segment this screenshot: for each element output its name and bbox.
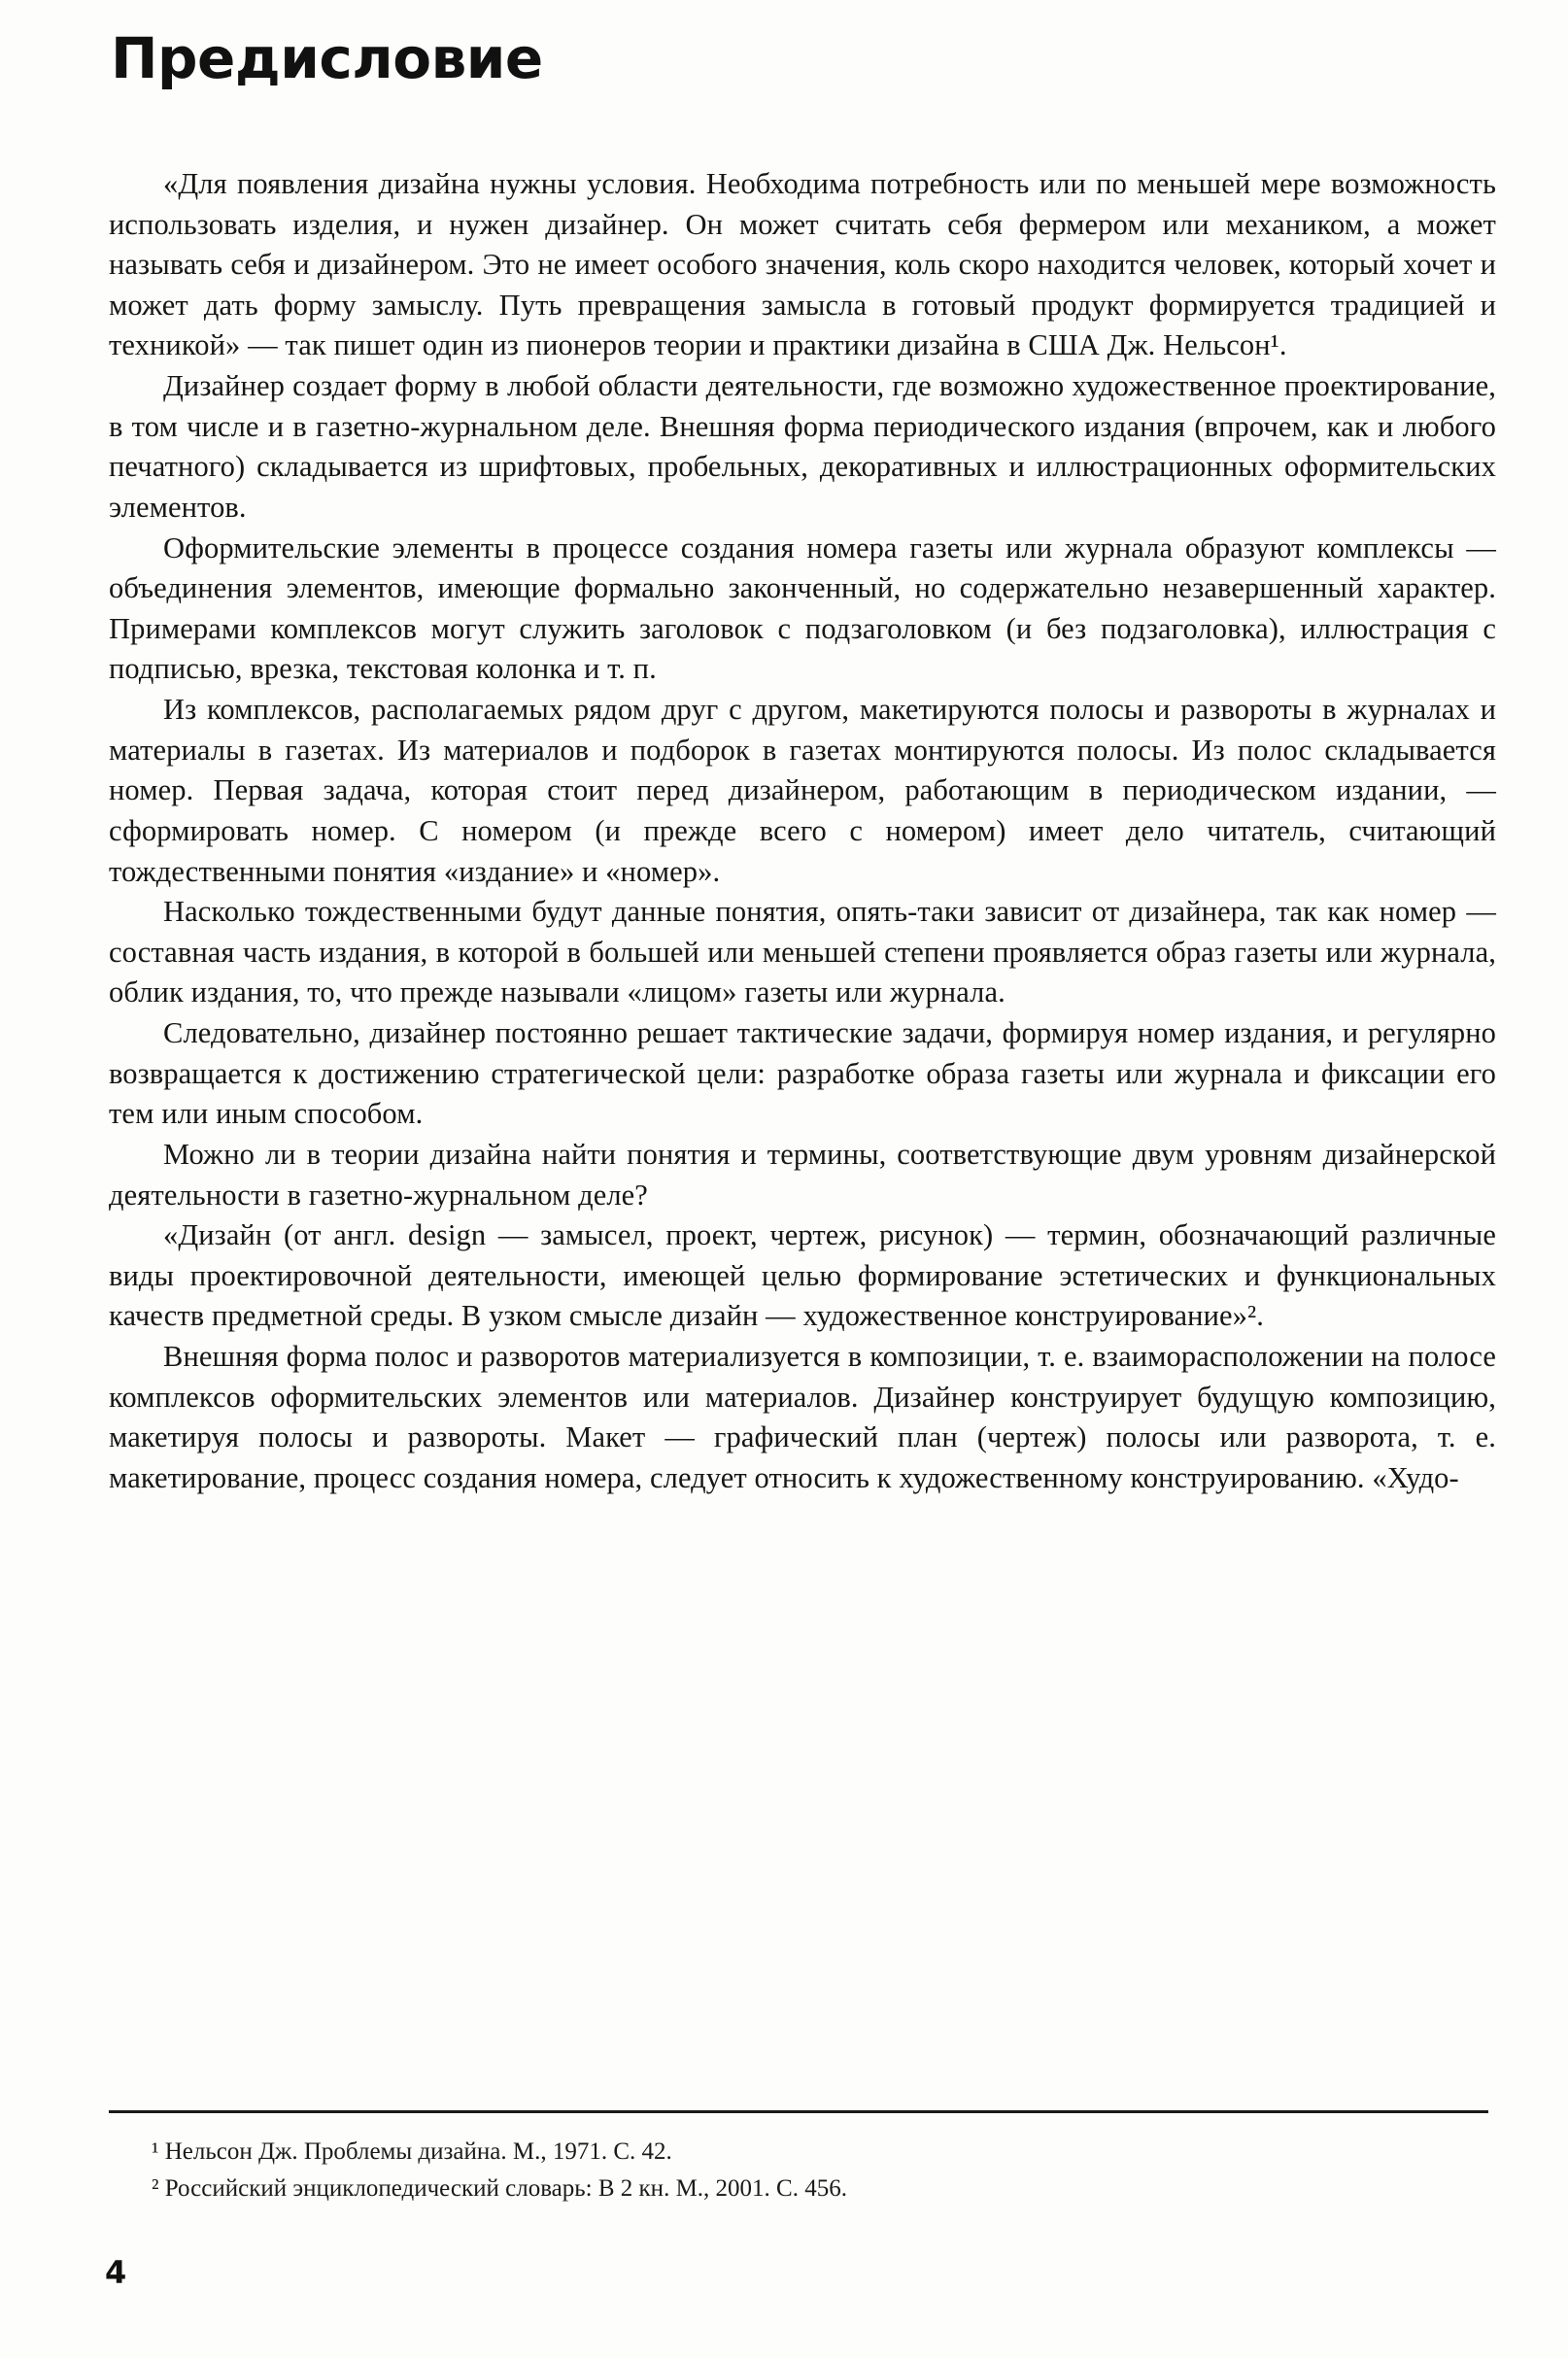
paragraph: Оформительские элементы в процессе создания номера газеты или журнала образуют комплексы — объединения элементов, имеющие формально законченный, но содержательно незавершенный характер. Примерами комплексов могут служить заголовок с подзаголовком (и без подзаголовка), иллюстрация с подписью, врезка, текстовая колонка и т. п.	[109, 530, 1496, 686]
paragraph: Дизайнер создает форму в любой области деятельности, где возможно художественное проектирование, в том числе и в газетно-журнальном деле. Внешняя форма периодического издания (впрочем, как и любого печатного) складывается из шрифтовых, пробельных, декоративных и иллюстрационных оформительских элементов.	[109, 369, 1496, 524]
footnote-item: ² Российский энциклопедический словарь: В 2 кн. М., 2001. С. 456.	[152, 2174, 847, 2202]
page-content	[109, 25, 1496, 1499]
page-number: 4	[105, 2254, 127, 2291]
paragraph: «Для появления дизайна нужны условия. Необходима потребность или по меньшей мере возможность использовать изделия, и нужен дизайнер. Он может считать себя фермером или механиком, а может называть себя и дизайнером. Это не имеет особого значения, коль скоро находится человек, который хочет и может дать форму замыслу. Путь превращения замысла в готовый продукт формируется традицией и техникой» — так пишет один из пионеров теории и практики дизайна в США Дж. Нельсон¹.	[109, 166, 1496, 362]
body-text	[109, 164, 1496, 1499]
paragraph: Внешняя форма полос и разворотов материализуется в композиции, т. е. взаиморасположении на полосе комплексов оформительских элементов или материалов. Дизайнер конструирует будущую композицию, макетируя полосы и развороты. Макет — графический план (чертеж) полосы или разворота, т. е. макетирование, процесс создания номера, следует относить к художественному конструированию. «Худо-	[109, 1340, 1496, 1494]
page-title: Предисловие	[111, 25, 543, 91]
paragraph: «Дизайн (от англ. design — замысел, проект, чертеж, рисунок) — термин, обозначающий различные виды проектировочной деятельности, имеющей целью формирование эстетических и функциональных качеств предметной среды. В узком смысле дизайн — художественное конструирование»².	[109, 1218, 1496, 1333]
footnote-divider	[109, 2110, 1488, 2113]
footnote-block	[109, 2134, 1488, 2206]
paragraph: Можно ли в теории дизайна найти понятия и термины, соответствующие двум уровням дизайнерской деятельности в газетно-журнальном деле?	[109, 1137, 1496, 1212]
paragraph: Из комплексов, располагаемых рядом друг с другом, макетируются полосы и развороты в журналах и материалы в газетах. Из материалов и подборок в газетах монтируются полосы. Из полос складывается номер. Первая задача, которая стоит перед дизайнером, работающим в периодическом издании, — сформировать номер. С номером (и прежде всего с номером) имеет дело читатель, считающий тождественными понятия «издание» и «номер».	[109, 693, 1496, 888]
paragraph: Следовательно, дизайнер постоянно решает тактические задачи, формируя номер издания, и регулярно возвращается к достижению стратегической цели: разработке образа газеты или журнала и фиксации его тем или иным способом.	[109, 1016, 1496, 1131]
paragraph: Насколько тождественными будут данные понятия, опять-таки зависит от дизайнера, так как номер — составная часть издания, в которой в большей или меньшей степени проявляется образ газеты или журнала, облик издания, то, что прежде называли «лицом» газеты или журнала.	[109, 895, 1496, 1009]
footnote-item: ¹ Нельсон Дж. Проблемы дизайна. М., 1971. С. 42.	[152, 2138, 672, 2165]
